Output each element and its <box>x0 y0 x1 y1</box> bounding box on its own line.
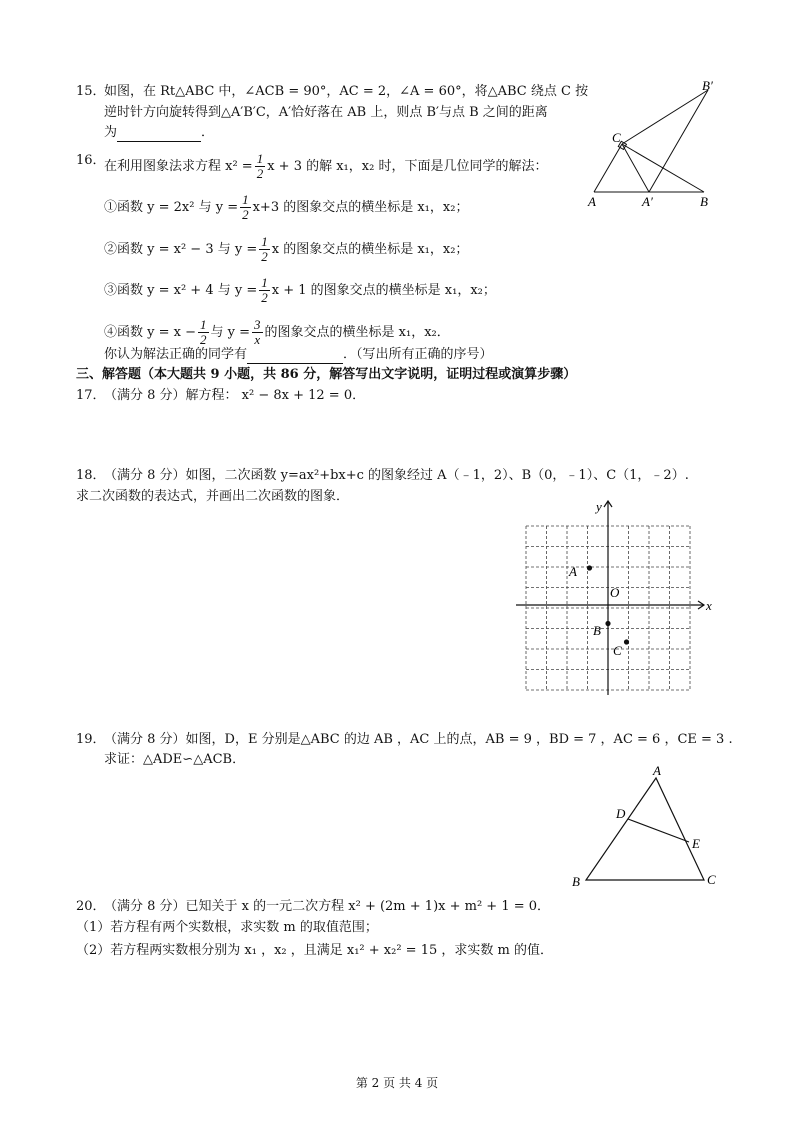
q16-opt3-den: 2 <box>261 290 268 305</box>
q19-label-e: E <box>692 836 700 851</box>
q15-label-b: B <box>700 194 708 209</box>
q16-intro-frac-den: 2 <box>256 166 264 181</box>
q16-opt2-num: 1 <box>261 234 268 249</box>
q18-number: 18． <box>76 468 106 483</box>
q16-option-1 <box>104 193 468 222</box>
q16-opt4-den2: x <box>254 332 261 347</box>
q16-intro-fraction <box>255 152 266 181</box>
q15-line3-pre: 为 <box>104 125 118 140</box>
q16-opt1-pre: ①函数 y = 2x² 与 y = <box>104 200 239 215</box>
grid-label-c: C <box>613 643 622 658</box>
q15-label-a1: A′ <box>642 194 653 209</box>
grid-label-origin: O <box>610 585 620 600</box>
q20-part2: （2）若方程两实数根分别为 x₁ ，x₂ ，且满足 x₁² + x₂² = 15 ，求实数 m 的值． <box>76 943 553 958</box>
q16-option-4 <box>104 318 450 347</box>
q16-opt2-post: x 的图象交点的横坐标是 x₁，x₂； <box>271 242 469 257</box>
q16-ask-post: ．（写出所有正确的序号） <box>343 347 493 362</box>
point-c <box>624 639 629 644</box>
q19-number: 19． <box>76 732 106 747</box>
q17-number: 17． <box>76 388 106 403</box>
q16-opt3-pre: ③函数 y = x² + 4 与 y = <box>104 283 258 298</box>
grid-label-b: B <box>593 623 601 638</box>
q20-number: 20． <box>76 899 106 914</box>
q16-opt3-post: x + 1 的图象交点的横坐标是 x₁，x₂； <box>271 283 496 298</box>
q16-intro-frac-num: 1 <box>256 151 264 166</box>
q16-opt2-den: 2 <box>261 249 268 264</box>
q17-text: （满分 8 分）解方程： x² − 8x + 12 = 0． <box>104 388 366 403</box>
q16-opt1-den: 2 <box>242 207 249 222</box>
q20-part1: （1）若方程有两个实数根，求实数 m 的取值范围； <box>76 920 378 935</box>
grid-label-a: A <box>569 564 577 579</box>
q16-option-2 <box>104 235 468 264</box>
q20-line1: （满分 8 分）已知关于 x 的一元二次方程 x² + (2m + 1)x + m² + 1 = 0． <box>104 899 551 914</box>
grid-label-x: x <box>706 598 712 613</box>
q19-label-b: B <box>572 874 580 889</box>
q16-option-3 <box>104 276 496 305</box>
q16-opt4-post: 的图象交点的横坐标是 x₁，x₂． <box>264 325 450 340</box>
q18-line2: 求二次函数的表达式，并画出二次函数的图象． <box>76 489 350 504</box>
q16-opt4-fraction-2 <box>252 318 263 347</box>
q15-label-a: A <box>588 194 596 209</box>
q16-opt3-num: 1 <box>261 275 268 290</box>
q16-opt1-fraction <box>240 193 251 222</box>
page-footer: 第 2 页 共 4 页 <box>355 1076 439 1090</box>
q15-label-b1: B′ <box>702 78 713 93</box>
q16-opt3-fraction <box>259 276 270 305</box>
q16-opt2-pre: ②函数 y = x² − 3 与 y = <box>104 242 258 257</box>
q16-intro-post: x + 3 的解 x₁，x₂ 时，下面是几位同学的解法： <box>267 159 548 174</box>
q19-label-d: D <box>616 806 626 821</box>
q19-label-c: C <box>707 872 716 887</box>
grid-label-y: y <box>596 499 602 514</box>
q15-figure <box>584 76 734 211</box>
q16-opt4-mid: 与 y = <box>210 325 251 340</box>
q15-answer-blank <box>117 127 201 142</box>
q16-opt2-fraction <box>259 235 270 264</box>
q19-figure <box>568 762 728 890</box>
point-b <box>605 621 610 626</box>
q15-line2: 逆时针方向旋转得到△A′B′C，A′恰好落在 AB 上，则点 B′与点 B 之间的距离 <box>104 105 548 120</box>
q16-ask <box>104 346 493 364</box>
q16-answer-blank <box>247 349 343 364</box>
section-3-heading: 三、解答题（本大题共 9 小题，共 86 分，解答写出文字说明，证明过程或演算步骤） <box>76 367 577 382</box>
q16-intro <box>104 152 547 181</box>
q16-number: 16． <box>76 153 106 168</box>
q16-intro-pre: 在利用图象法求方程 x² = <box>104 159 253 174</box>
q16-opt4-pre: ④函数 y = x − <box>104 325 196 340</box>
q15-line3 <box>104 124 214 142</box>
q15-number: 15． <box>76 84 106 99</box>
q16-opt4-fraction-1 <box>198 318 209 347</box>
point-a <box>587 565 592 570</box>
q19-line1: （满分 8 分）如图，D，E 分别是△ABC 的边 AB ，AC 上的点，AB = 9 ，BD = 7 ，AC = 6 ，CE = 3 . <box>104 732 733 747</box>
q15-line3-post: ． <box>201 125 215 140</box>
q19-label-a: A <box>653 763 661 778</box>
q16-opt4-den1: 2 <box>200 332 207 347</box>
q16-opt1-num: 1 <box>242 192 249 207</box>
q15-line1: 如图，在 Rt△ABC 中，∠ACB = 90°，AC = 2，∠A = 60°，将△ABC 绕点 C 按 <box>104 84 589 99</box>
q18-line1: （满分 8 分）如图，二次函数 y=ax²+bx+c 的图象经过 A（﹣1，2）、B（0，﹣1）、C（1，﹣2）. <box>104 468 689 483</box>
q16-ask-pre: 你认为解法正确的同学有 <box>104 347 248 362</box>
q16-opt1-post: x+3 的图象交点的横坐标是 x₁，x₂； <box>252 200 469 215</box>
q15-label-c: C <box>612 130 621 145</box>
q16-opt4-num1: 1 <box>200 317 207 332</box>
q16-opt4-num2: 3 <box>254 317 261 332</box>
q18-grid-figure <box>512 495 722 700</box>
q19-line2: 求证：△ADE∽△ACB． <box>104 752 246 767</box>
